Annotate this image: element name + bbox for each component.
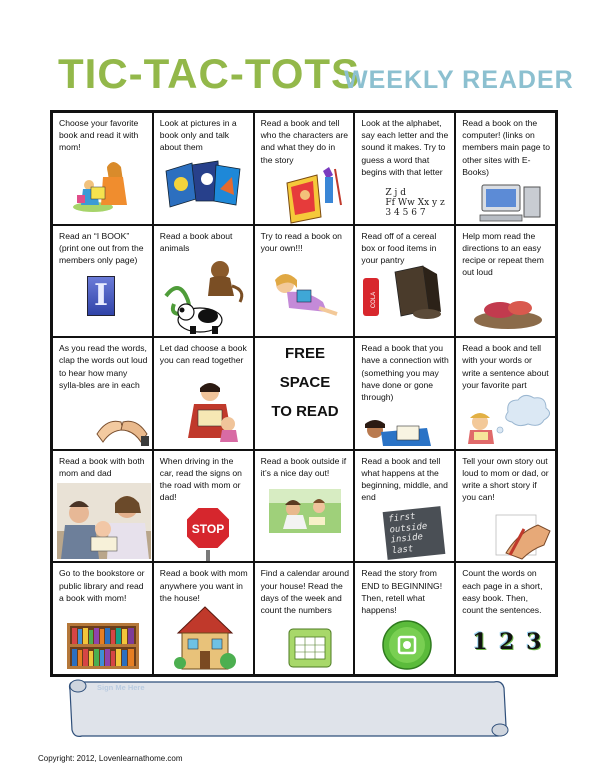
signature-field-label: Sign Me Here [97,683,145,692]
counting-numbers-clipart: 1 2 3 [472,629,544,656]
cell-text: Read the story from END to BEGINNING! Then, retell what happens! [361,568,443,615]
grid-cell [153,225,254,338]
grid-cell [455,450,556,563]
grid-cell [254,450,355,563]
cell-text: Try to read a book on your own!!! [260,230,342,253]
cereal-box-clipart [359,264,453,322]
grid-cell [153,562,254,675]
calendar-clipart [285,627,335,671]
family-reading-photo [57,483,151,559]
animals-clipart [160,256,252,336]
grid-cell [254,225,355,338]
cell-text: Help mom read the directions to an easy recipe or repeat them out loud [462,230,544,278]
cell-text: Read a book with both mom and dad [59,455,145,478]
grid-cell [455,112,556,225]
storybook-characters-clipart [281,165,345,225]
cell-text: Read a book and tell who the characters are and what they do in the story [260,118,349,165]
mom-reading-clipart [71,159,137,213]
dad-reading-clipart [180,380,242,444]
cell-text: Go to the bookstore or public library and read a book with mom! [59,568,145,603]
cell-text: Find a calendar around your house! Read the days of the week and count the numbers [260,568,349,615]
cell-text: As you read the words, clap the words out loud to hear how many sylla-bles are in each [59,343,148,390]
first-last-clipart: first outside inside last [383,506,446,560]
grid-cell [455,562,556,675]
grid-cell [455,337,556,450]
grid-cell [52,112,153,225]
grid-cell [354,337,455,450]
cell-text: Read a book that you have a connection with (something you may have done or gone through) [361,343,449,402]
grid-cell [153,112,254,225]
library-shelf-clipart [67,623,139,669]
reading-grid [50,110,558,677]
cell-text: Read an “I BOOK” (print one out from the members only page) [59,230,144,265]
grid-cell [354,112,455,225]
stop-sign-label: STOP [191,521,225,536]
page-subtitle: WEEKLY READER [344,66,574,94]
cell-text: Read a book about animals [159,230,233,253]
house-clipart [172,603,238,673]
i-book-clipart: I [87,276,115,316]
cola-can-label: COLA [371,291,378,308]
cell-text: Look at pictures in a book only and talk about them [159,118,237,153]
cell-text: Tell your own story out loud to mom or dad, or write a short story if you can! [462,455,549,503]
clapping-hands-clipart [93,404,151,448]
grid-cell [52,225,153,338]
grid-cell [254,112,355,225]
grid-cell [153,337,254,450]
free-space-line: FREE [284,345,325,363]
picture-books-clipart [162,159,244,211]
computer-clipart [478,183,544,225]
cell-text: Read a book and tell what happens at the beginning, middle, and end [361,455,448,503]
grid-cell [354,225,455,338]
cell-text: When driving in the car, read the signs on the road with mom or dad! [159,455,242,503]
cell-text: Read off of a cereal box or food items in your pantry [361,230,437,265]
grid-cell [52,562,153,675]
grid-cell [52,337,153,450]
rewind-icon [381,619,433,671]
grid-cell [153,450,254,563]
cell-text: Read a book outside if it’s a nice day out! [260,455,347,478]
grid-cell [354,562,455,675]
cell-text: Read a book and tell with your words or write a sentence about your favorite part [462,343,549,390]
free-space-line: TO READ [271,403,339,421]
cell-text: Let dad choose a book you can read together [159,343,247,366]
child-with-book-clipart [361,418,437,448]
free-space-line: SPACE [279,374,331,392]
grid-cell [354,450,455,563]
cell-text: Count the words on each page in a short, easy book. Then, count the sentences. [462,568,543,615]
thinking-child-clipart [460,394,554,446]
recipe-clipart [470,296,546,330]
cell-text: Look at the alphabet, say each letter and the sound it makes. Try to guess a word that begins with that letter [361,118,449,177]
writing-hand-clipart [492,509,554,561]
grid-cell [455,225,556,338]
grid-cell [254,562,355,675]
page-title: TIC-TAC-TOTS [58,50,361,97]
grid-cell [52,450,153,563]
child-reading-clipart [267,268,343,320]
reading-outside-photo [269,489,341,533]
cell-text: Choose your favorite book and read it with mom! [59,118,139,153]
cell-text: Read a book on the computer! (links on members main page to other sites with E-Books) [462,118,551,177]
copyright-text: Copyright: 2012, Lovenlearnathome.com [38,754,183,763]
cell-text: Read a book with mom anywhere you want in the house! [159,568,248,603]
stop-sign-clipart [184,505,232,563]
page-header [0,48,606,108]
free-space-cell [254,337,355,450]
alphabet-clipart: Z j d Ff Ww Xx y z 3 4 5 6 7 [385,188,445,218]
